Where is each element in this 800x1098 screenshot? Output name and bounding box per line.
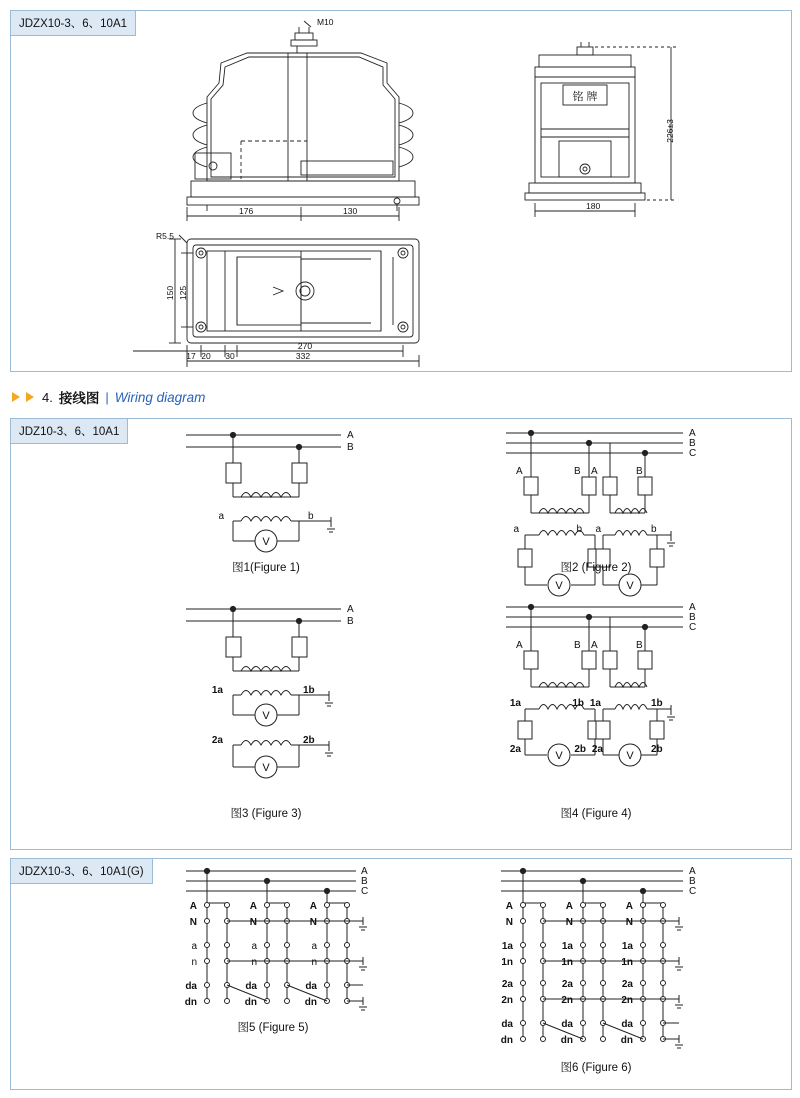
wiring-figures-5-6-svg [11,859,789,1087]
callout-plan-small2: 20 [201,351,211,361]
svg-text:2b: 2b [303,735,315,746]
svg-text:1a: 1a [501,941,513,952]
svg-text:1a: 1a [589,698,601,709]
svg-text:dn: dn [500,1035,513,1046]
svg-text:B: B [636,640,643,651]
svg-text:b: b [651,524,657,535]
svg-text:2b: 2b [651,744,663,755]
svg-text:1n: 1n [501,957,513,968]
svg-text:dn: dn [560,1035,573,1046]
svg-text:A: A [361,866,368,877]
svg-text:B: B [574,640,581,651]
svg-text:C: C [689,448,697,459]
svg-text:C: C [361,886,369,897]
svg-text:2n: 2n [621,995,633,1006]
svg-text:dn: dn [244,997,257,1008]
svg-text:C: C [689,622,697,633]
callout-radius: R5.5 [156,231,174,241]
svg-text:1b: 1b [303,685,315,696]
section-number: 4. [42,389,53,405]
svg-text:da: da [185,981,197,992]
svg-text:dn: dn [304,997,317,1008]
svg-text:B: B [347,616,354,627]
svg-text:n: n [191,957,197,968]
svg-text:b: b [576,524,582,535]
triangle-icon [12,392,20,402]
callout-side-height: 226±3 [665,119,675,143]
section-separator: | [105,389,109,405]
panel-label-dimension: JDZX10-3、6、10A1 [10,10,136,36]
svg-text:A: A [505,901,513,912]
svg-text:dn: dn [184,997,197,1008]
svg-text:N: N [189,917,197,928]
callout-bolt: M10 [317,17,334,27]
svg-text:A: A [591,466,598,477]
svg-text:1a: 1a [211,685,223,696]
callout-plan-small3: 30 [225,351,235,361]
wiring-figures-1-4-svg [11,419,789,847]
callout-plan-h1: 150 [165,285,175,301]
svg-text:A: A [591,640,598,651]
svg-text:da: da [245,981,257,992]
svg-text:A: A [516,466,523,477]
callout-plan-mid: 270 [297,341,313,351]
panel-label-wiring-bottom: JDZX10-3、6、10A1(G) [10,858,153,884]
figure-5 [186,868,367,1010]
svg-text:N: N [249,917,257,928]
svg-text:2n: 2n [561,995,573,1006]
svg-text:2a: 2a [621,979,633,990]
svg-text:V: V [555,750,563,762]
figure-1-caption: 图1(Figure 1) [232,562,300,574]
svg-text:V: V [262,536,270,548]
svg-text:V: V [555,580,563,592]
figure-3 [186,606,341,778]
callout-plan-total: 332 [295,351,311,361]
svg-text:2a: 2a [501,979,513,990]
figure-6-caption: 图6 (Figure 6) [560,1062,632,1074]
dimension-drawing-panel [10,10,792,372]
svg-text:N: N [625,917,633,928]
figure-4 [506,604,683,766]
svg-text:C: C [689,886,697,897]
svg-text:N: N [309,917,317,928]
svg-text:N: N [505,917,513,928]
svg-text:b: b [308,511,314,522]
svg-text:a: a [311,941,317,952]
svg-text:A: A [347,604,354,615]
svg-text:A: A [689,602,696,613]
figure-6 [501,868,683,1048]
svg-text:a: a [218,511,224,522]
callout-front-right: 130 [343,206,358,216]
svg-text:A: A [689,428,696,439]
svg-text:B: B [689,612,696,623]
svg-text:V: V [262,710,270,722]
svg-text:2a: 2a [591,744,603,755]
svg-text:1n: 1n [621,957,633,968]
svg-text:n: n [311,957,317,968]
svg-text:B: B [361,876,368,887]
svg-text:a: a [191,941,197,952]
callout-side-width: 180 [586,201,601,211]
svg-text:1b: 1b [651,698,663,709]
callout-plan-small1: 17 [186,351,196,361]
svg-text:A: A [516,640,523,651]
svg-text:V: V [626,580,634,592]
figure-1 [186,432,341,552]
svg-text:A: A [249,901,257,912]
svg-text:1n: 1n [561,957,573,968]
svg-text:A: A [347,430,354,441]
svg-text:da: da [305,981,317,992]
callout-plan-h2: 125 [178,285,188,301]
svg-text:a: a [595,524,601,535]
svg-text:B: B [347,442,354,453]
figure-2-caption: 图2 (Figure 2) [560,562,632,574]
svg-text:n: n [251,957,257,968]
svg-text:1a: 1a [621,941,633,952]
svg-text:V: V [262,762,270,774]
svg-text:B: B [689,876,696,887]
triangle-icon-2 [26,392,34,402]
svg-text:da: da [561,1019,573,1030]
svg-text:A: A [189,901,197,912]
svg-text:2b: 2b [574,744,586,755]
panel-label-wiring-top: JDZ10-3、6、10A1 [10,418,128,444]
nameplate-text: 铭 牌 [572,91,598,103]
svg-text:2a: 2a [509,744,521,755]
callout-front-left: 176 [239,206,254,216]
svg-text:1a: 1a [561,941,573,952]
figure-5-caption: 图5 (Figure 5) [237,1022,309,1034]
svg-text:a: a [513,524,519,535]
svg-text:da: da [501,1019,513,1030]
svg-text:2n: 2n [501,995,513,1006]
svg-text:da: da [621,1019,633,1030]
svg-text:B: B [574,466,581,477]
section-title-en: Wiring diagram [114,389,206,405]
svg-text:B: B [636,466,643,477]
svg-text:B: B [689,438,696,449]
wiring-panel-top [10,418,792,850]
svg-text:dn: dn [620,1035,633,1046]
wiring-panel-bottom [10,858,792,1090]
section-heading [12,386,512,408]
svg-text:A: A [625,901,633,912]
svg-text:1a: 1a [509,698,521,709]
svg-text:2a: 2a [561,979,573,990]
svg-text:1b: 1b [572,698,584,709]
figure-4-caption: 图4 (Figure 4) [560,808,632,820]
svg-text:A: A [309,901,317,912]
svg-text:A: A [565,901,573,912]
dimension-drawings-svg [11,11,789,369]
figure-3-caption: 图3 (Figure 3) [230,808,302,820]
svg-text:N: N [565,917,573,928]
svg-text:A: A [689,866,696,877]
section-title-cn: 接线图 [58,391,100,406]
svg-text:a: a [251,941,257,952]
svg-text:V: V [626,750,634,762]
svg-text:2a: 2a [211,735,223,746]
